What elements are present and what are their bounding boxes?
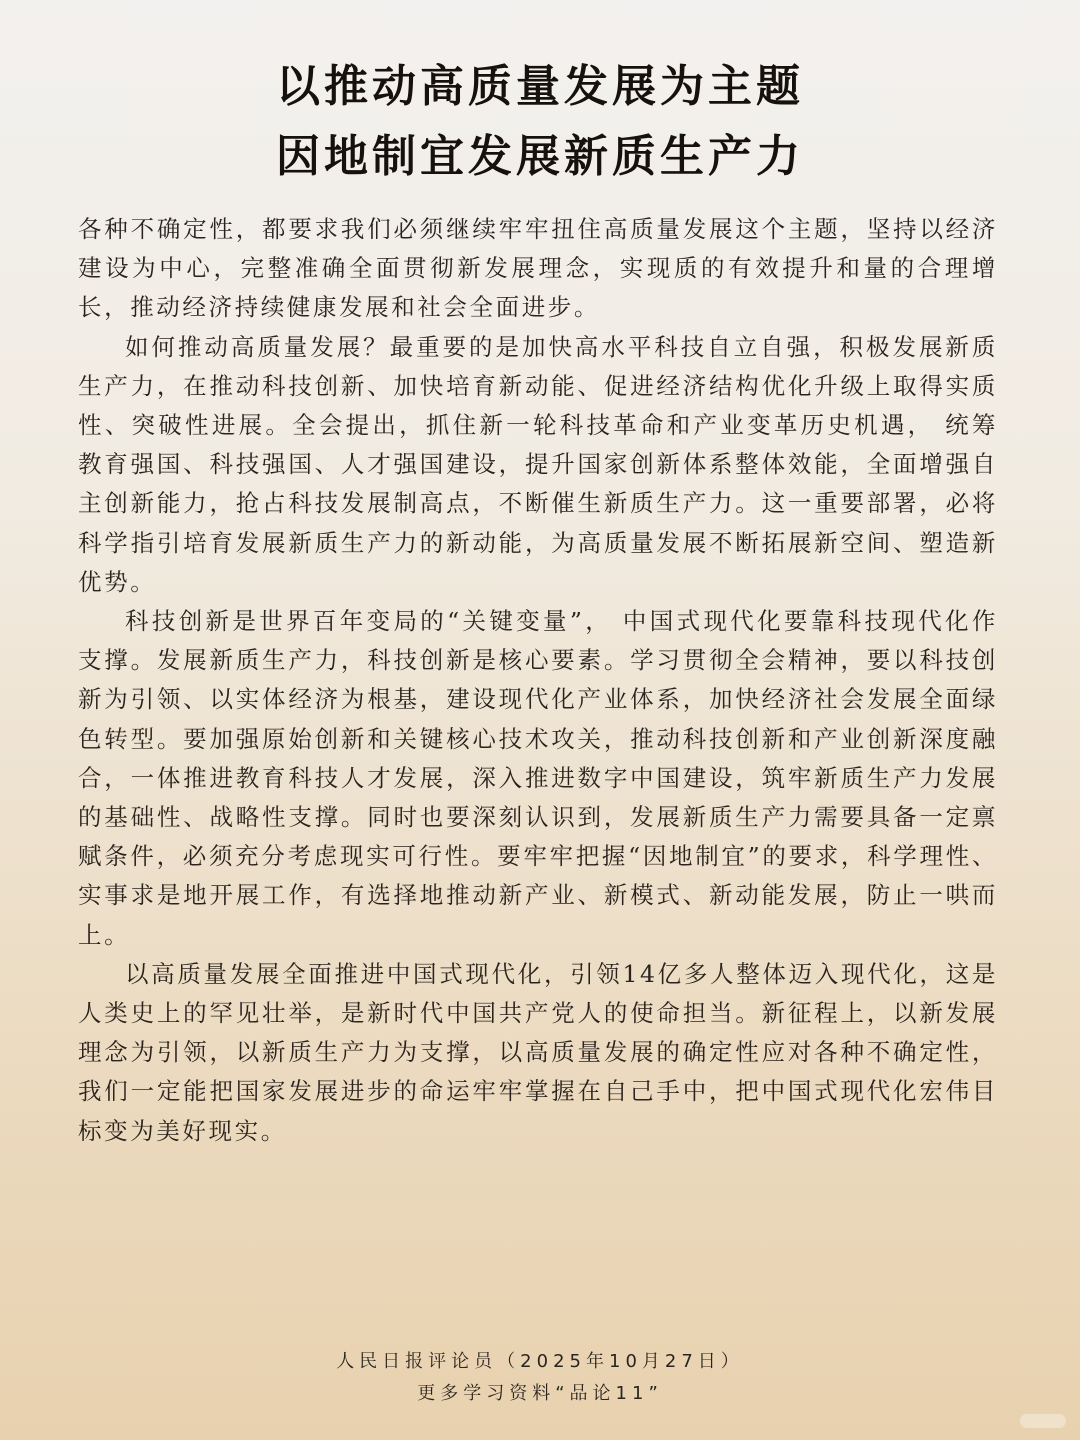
paragraph-3: 科技创新是世界百年变局的“关键变量”， 中国式现代化要靠科技现代化作支撑。发展新质生产力，科技创新是核心要素。学习贯彻全会精神，要以科技创新为引领、以实体经济为根基，建设现代化产业体系，加快经济社会发展全面绿色转型。要加强原始创新和关键核心技术攻关，推动科技创新和产业创新深度融合，一体推进教育科技人才发展，深入推进数字中国建设，筑牢新质生产力发展的基础性、战略性支撑。同时也要深刻认识到，发展新质生产力需要具备一定禀赋条件，必须充分考虑现实可行性。要牢牢把握“因地制宜”的要求，科学理性、实事求是地开展工作，有选择地推动新产业、新模式、新动能发展，防止一哄而上。	[78, 607, 998, 949]
paragraph-4: 以高质量发展全面推进中国式现代化，引领14亿多人整体迈入现代化，这是人类史上的罕见壮举，是新时代中国共产党人的使命担当。新征程上，以新发展理念为引领，以新质生产力为支撑，以高质量发展的确定性应对各种不确定性，我们一定能把国家发展进步的命运牢牢掌握在自己手中，把中国式现代化宏伟目标变为美好现实。	[78, 959, 998, 1145]
title-line-2: 因地制宜发展新质生产力	[276, 131, 804, 182]
article-body	[78, 210, 998, 1151]
title-block	[0, 52, 1080, 192]
title-line-1: 以推动高质量发展为主题	[276, 61, 804, 112]
paragraph-2: 如何推动高质量发展？最重要的是加快高水平科技自立自强，积极发展新质生产力，在推动科技创新、加快培育新动能、促进经济结构优化升级上取得实质性、突破性进展。全会提出，抓住新一轮科技革命和产业变革历史机遇， 统筹教育强国、科技强国、人才强国建设，提升国家创新体系整体效能，全面增强自主创新能力，抢占科技发展制高点，不断催生新质生产力。这一重要部署，必将科学指引培育发展新质生产力的新动能，为高质量发展不断拓展新空间、塑造新优势。	[78, 332, 998, 596]
watermark-mark	[1020, 1414, 1066, 1428]
footer-source: 人民日报评论员（2025年10月27日）	[336, 1351, 744, 1372]
footer-more-materials: 更多学习资料“品论11”	[417, 1383, 663, 1404]
footer	[0, 1346, 1080, 1410]
paragraph-1: 各种不确定性，都要求我们必须继续牢牢扭住高质量发展这个主题，坚持以经济建设为中心，完整准确全面贯彻新发展理念，实现质的有效提升和量的合理增长，推动经济持续健康发展和社会全面进步。	[78, 215, 998, 322]
